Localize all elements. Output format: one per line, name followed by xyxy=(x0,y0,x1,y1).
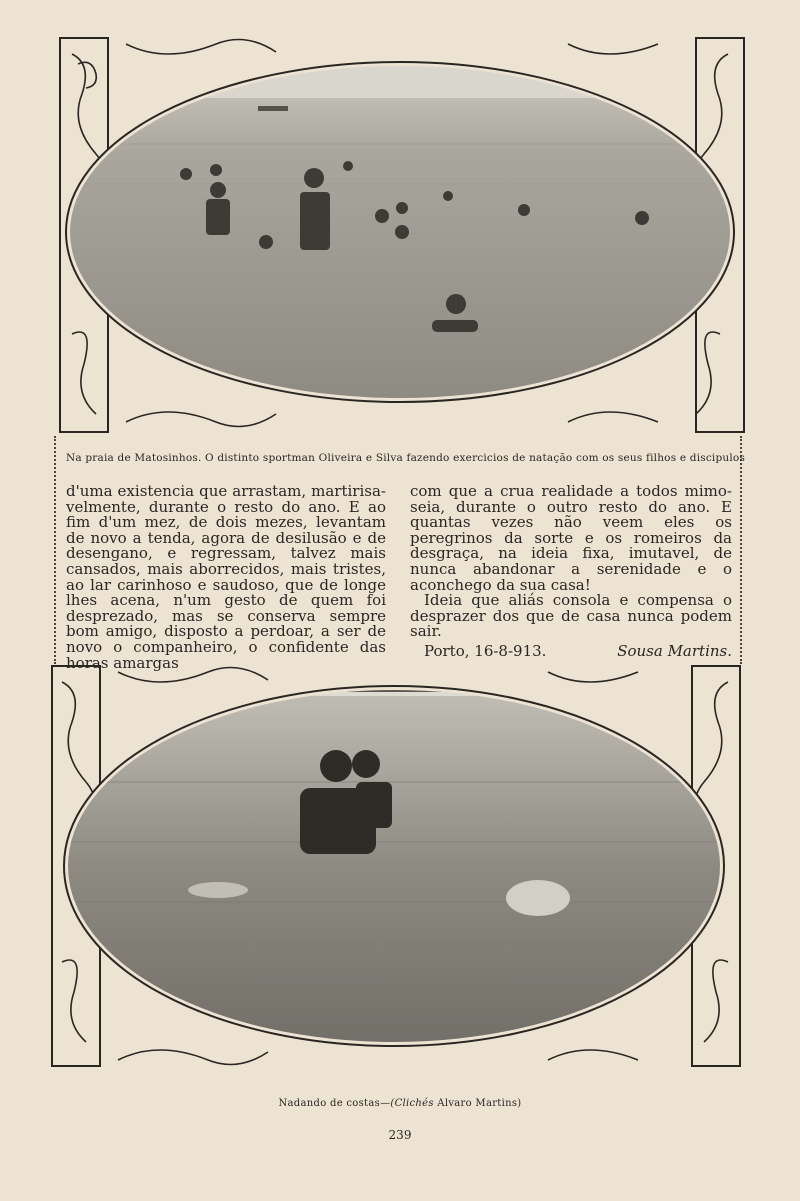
column-1-text: d'uma existencia que arrastam, martirisavelmente, durante o resto do ano. E ao fim d'um mez, de dois mezes, levantam de novo a tenda, agora de desilusão e de desengano, e regressam, talvez mais cansados, mais aborrecidos, mais tristes, ao lar carinhoso e saudoso, que de longe lhes acena, n'um gesto de quem foi desprezado, mas se conserva sempre bom amigo, disposto a perdoar, a ser de novo o companheiro, o confidente das horas amargas xyxy=(66,482,386,672)
sea-scene-bottom xyxy=(48,662,748,1072)
article-column-1 xyxy=(66,484,386,671)
dotted-rule-left xyxy=(54,436,56,664)
top-photo-illustration xyxy=(48,34,748,434)
caption-text: Nadando de costas— xyxy=(278,1098,391,1109)
top-photo-frame xyxy=(48,34,748,434)
bottom-photo-frame xyxy=(48,662,748,1072)
page-number: 239 xyxy=(388,1128,412,1142)
dotted-rule-right xyxy=(740,436,742,664)
sea-scene-top xyxy=(48,34,748,434)
column-2-paragraph-1: com que a crua realidade a todos mimoseia, durante o outro resto do ano. E quantas vezes não veem eles os peregrinos da sorte e os romeiros da desgraça, na ideia fixa, imutavel, de nunca abandonar a serenidade e o aconchego da sua casa! xyxy=(410,482,732,594)
signature-line xyxy=(410,641,732,660)
place-date: Porto, 16-8-913. xyxy=(424,641,547,660)
article-column-2 xyxy=(410,484,732,660)
top-photo-caption: Na praia de Matosinhos. O distinto sportman Oliveira e Silva fazendo exercicios de natação com os seus filhos e discipulos xyxy=(66,452,746,464)
caption-credit: Alvaro Martins) xyxy=(433,1098,522,1109)
bottom-photo-caption xyxy=(0,1098,800,1109)
bottom-photo-illustration xyxy=(48,662,748,1072)
caption-credit-italic: (Clichés xyxy=(390,1098,434,1109)
author-name: Sousa Martins. xyxy=(617,641,732,660)
column-2-paragraph-2: Ideia que aliás consola e compensa o desprazer dos que de casa nunca podem sair. xyxy=(410,591,732,641)
